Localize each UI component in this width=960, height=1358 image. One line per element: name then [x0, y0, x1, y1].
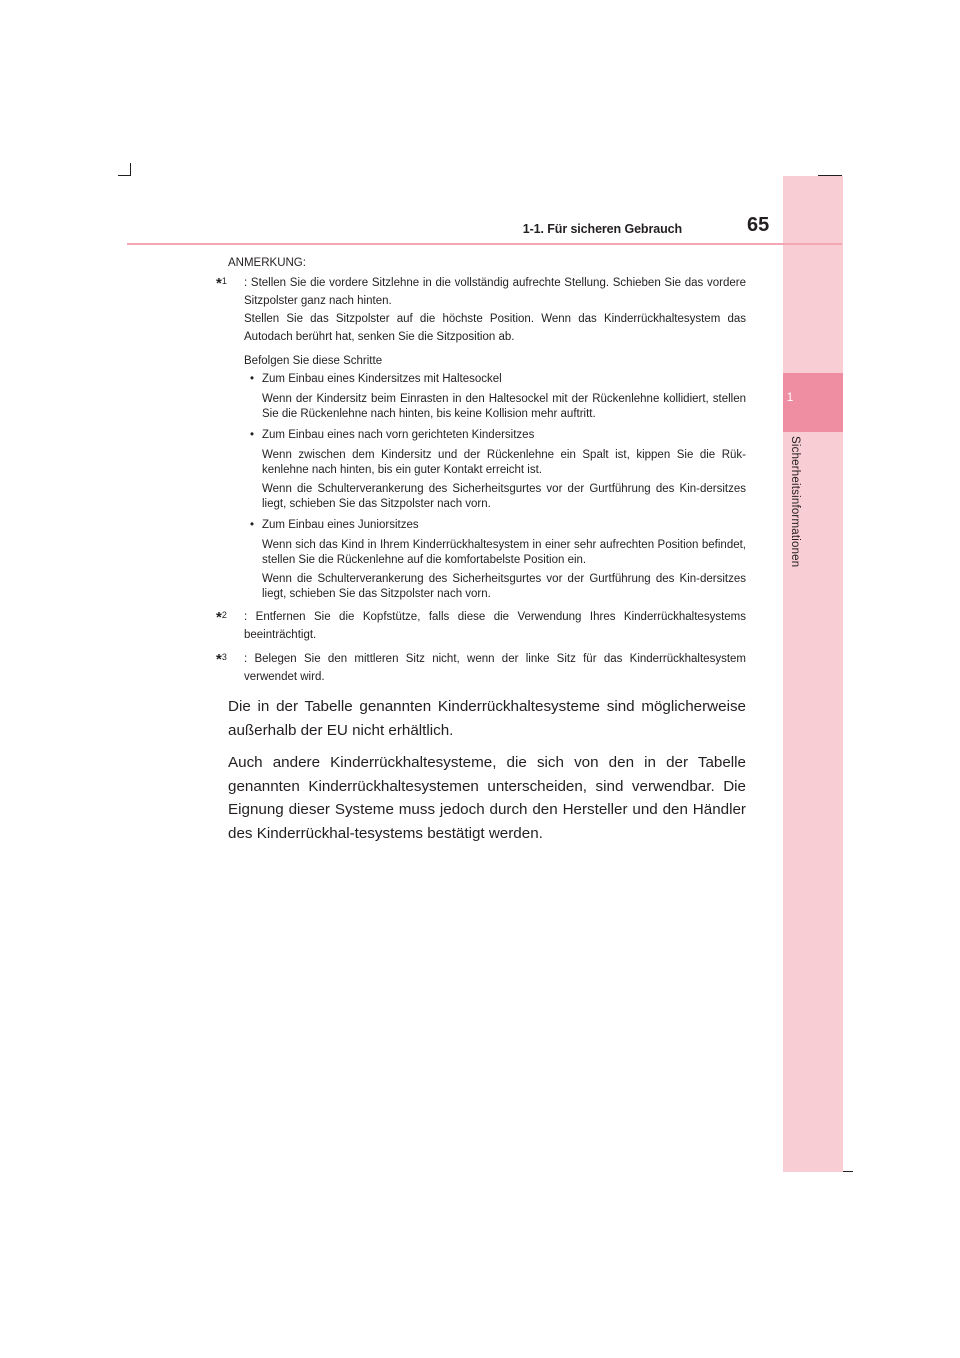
list-item-detail: Wenn zwischen dem Kindersitz und der Rückenlehne ein Spalt ist, kippen Sie die Rük-kenlehne nach hinten, bis ein guter Kontakt erreicht ist. [262, 449, 746, 476]
page-content [216, 254, 746, 845]
list-item-detail: Wenn die Schulterverankerung des Sicherheitsgurtes vor der Gurtführung des Kin-dersitzes liegt, schieben Sie das Sitzpolster nach vorn. [262, 573, 746, 600]
header-rule [127, 243, 842, 245]
footnote-1-marker: *$^1$ [216, 275, 227, 292]
chapter-tab-label: Sicherheitsinformationen [789, 436, 801, 568]
footnote-1 [216, 274, 746, 346]
list-item-detail: Wenn der Kindersitz beim Einrasten in den Haltesockel mit der Rückenlehne kollidiert, stellen Sie die Rückenlehne nach hinten, bis keine Kollision mehr auftritt. [262, 393, 746, 420]
list-item-detail: Wenn sich das Kind in Ihrem Kinderrückhaltesystem in einer sehr aufrechten Position befindet, stellen Sie die Rückenlehne auf die komfortabelste Position ein. [262, 539, 746, 566]
footnote-2-text: : Entfernen Sie die Kopfstütze, falls diese die Verwendung Ihres Kinderrückhaltesystems beeinträchtigt. [244, 611, 746, 641]
list-item: • Zum Einbau eines Kindersitzes mit Haltesockel [262, 370, 746, 388]
note-block [216, 254, 746, 686]
side-index-band [783, 176, 843, 1172]
footnote-2-marker: *$^2$ [216, 609, 227, 626]
body-paragraph-other-systems: Auch andere Kinderrückhaltesysteme, die sich von den in der Tabelle genannten Kinderrückhaltesystemen unterscheiden, sind verwendbar. Die Eignung dieser Systeme muss jedoch durch den Hersteller und den Händler des Kinderrückhal-tesystems bestätigt werden. [228, 754, 746, 842]
note-heading: ANMERKUNG: [228, 257, 306, 269]
page-number: 65 [747, 214, 770, 236]
steps-heading: Befolgen Sie diese Schritte [244, 355, 383, 367]
footnote-1-text: : Stellen Sie die vordere Sitzlehne in die vollständig aufrechte Stellung. Schieben Sie das vordere Sitzpolster ganz nach hinten. [244, 277, 746, 307]
chapter-tab-number: 1 [786, 390, 794, 404]
list-item: • Zum Einbau eines Juniorsitzes [262, 516, 746, 534]
footnote-3-marker: *$^3$ [216, 651, 227, 668]
crop-mark-top-left-horizontal [118, 175, 131, 176]
list-item-detail: Wenn die Schulterverankerung des Sicherheitsgurtes vor der Gurtführung des Kin-dersitzes liegt, schieben Sie das Sitzpolster nach vorn. [262, 483, 746, 510]
crop-mark-top-left-vertical [130, 163, 131, 175]
section-title: 1-1. Für sicheren Gebrauch [522, 222, 682, 236]
list-item: • Zum Einbau eines nach vorn gerichteten Kindersitzes [262, 426, 746, 444]
footnote-2 [216, 608, 746, 644]
footnote-3 [216, 650, 746, 686]
body-paragraph-availability: Die in der Tabelle genannten Kinderrückhaltesysteme sind möglicherweise außerhalb der EU nicht erhältlich. [228, 698, 746, 739]
footnote-3-text: : Belegen Sie den mittleren Sitz nicht, wenn der linke Sitz für das Kinderrückhaltesystem verwendet wird. [244, 653, 746, 683]
footnote-1-text-2: Stellen Sie das Sitzpolster auf die höchste Position. Wenn das Kinderrückhaltesystem das Autodach berührt hat, senken Sie die Sitzposition ab. [244, 313, 746, 343]
